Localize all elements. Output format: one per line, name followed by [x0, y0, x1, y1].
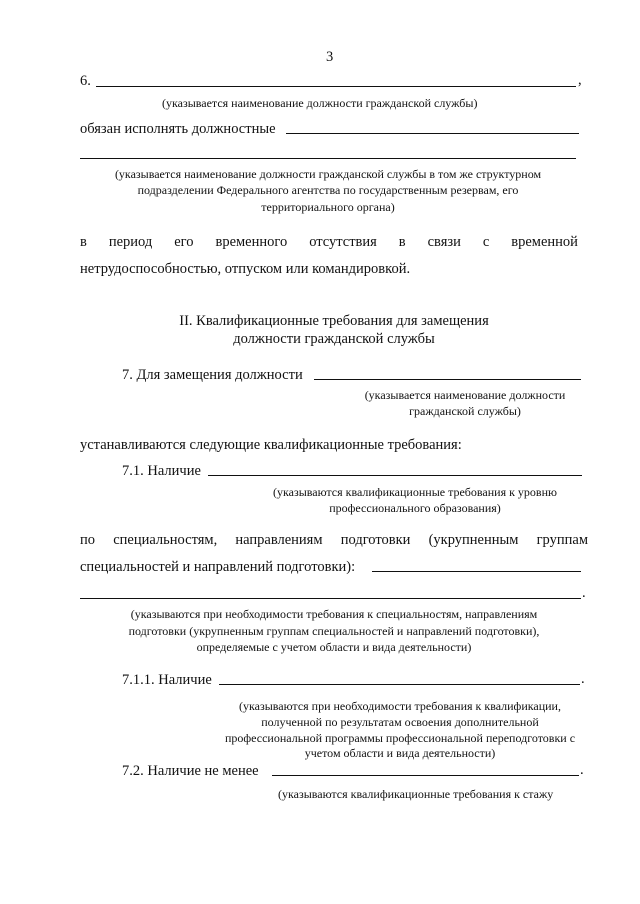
- item6-period-line1: [80, 234, 578, 251]
- item71-spec-blank-line: [372, 571, 581, 572]
- word: связи: [427, 234, 461, 250]
- item71-spec-line1: [80, 532, 588, 549]
- section2-title-line1: II. Квалификационные требования для замещения: [179, 313, 489, 329]
- word: по: [80, 532, 96, 548]
- item72-hint: (указываются квалификационные требования к стажу: [278, 787, 554, 801]
- item71-prefix: 7.1. Наличие: [122, 463, 201, 479]
- page-number: 3: [326, 49, 334, 65]
- item711-blank-line: [219, 684, 580, 685]
- item7-prefix: 7. Для замещения должности: [122, 367, 303, 383]
- item711-hint-line4: учетом области и вида деятельности): [304, 746, 496, 760]
- item7-hint-line2: гражданской службы): [409, 404, 521, 418]
- item71-hint2-line3: определяемые с учетом области и вида деятельности): [196, 640, 472, 654]
- word: временной: [511, 234, 578, 250]
- word: подготовки: [340, 532, 411, 548]
- item6-duties-line2: [80, 158, 576, 159]
- item7-blank-line: [314, 379, 581, 380]
- item6-blank-line: [96, 86, 576, 87]
- item7-hint-line1: (указывается наименование должности: [364, 388, 566, 402]
- item71-spec-blank-line2: [80, 598, 581, 599]
- item72-prefix: 7.2. Наличие не менее: [122, 763, 259, 779]
- word: в: [398, 234, 406, 250]
- item72-blank-line: [272, 775, 579, 776]
- item711-hint-line3: профессиональной программы профессиональной переподготовки с: [224, 731, 576, 745]
- section2-title-line2: должности гражданской службы: [233, 331, 435, 347]
- item6-hint2-line2: подразделении Федерального агентства по государственным резервам, его: [137, 183, 519, 197]
- item711-prefix: 7.1.1. Наличие: [122, 672, 212, 688]
- word: с: [482, 234, 490, 250]
- item71-hint2-line1: (указываются при необходимости требования к специальностям, направлениям: [130, 607, 538, 621]
- item6-comma: ,: [578, 72, 582, 88]
- word: период: [108, 234, 153, 250]
- word: (укрупненным: [428, 532, 519, 548]
- word: в: [80, 234, 87, 250]
- word: специальностям,: [113, 532, 218, 548]
- word: временного: [215, 234, 288, 250]
- item6-hint2-line3: территориального органа): [261, 200, 395, 214]
- item6-period-line2: нетрудоспособностью, отпуском или командировкой.: [80, 261, 411, 277]
- item71-hint-line1: (указываются квалификационные требования к уровню: [273, 485, 557, 499]
- item6-duties-line: [286, 133, 579, 134]
- item72-end-dot: .: [580, 762, 584, 778]
- word: его: [174, 234, 194, 250]
- item71-blank-line: [208, 475, 582, 476]
- item6-obliged-text: обязан исполнять должностные: [80, 121, 276, 137]
- item6-number: 6.: [80, 73, 91, 89]
- word: направлениям: [235, 532, 323, 548]
- item711-end-dot: .: [581, 671, 585, 687]
- item711-hint-line2: полученной по результатам освоения дополнительной: [261, 715, 539, 729]
- item7-established-text: устанавливаются следующие квалификационные требования:: [80, 437, 462, 453]
- word: отсутствия: [309, 234, 377, 250]
- item6-hint2-line1: (указывается наименование должности гражданской службы в том же структурном: [114, 167, 542, 181]
- item6-hint: (указывается наименование должности гражданской службы): [162, 96, 478, 110]
- item71-spec-line2: специальностей и направлений подготовки):: [80, 559, 356, 575]
- item71-end-dot: .: [582, 585, 586, 601]
- item711-hint-line1: (указываются при необходимости требования к квалификации,: [239, 699, 561, 713]
- word: группам: [536, 532, 588, 548]
- item71-hint-line2: профессионального образования): [329, 501, 501, 515]
- item71-hint2-line2: подготовки (укрупненным группам специальностей и направлений подготовки),: [128, 624, 540, 638]
